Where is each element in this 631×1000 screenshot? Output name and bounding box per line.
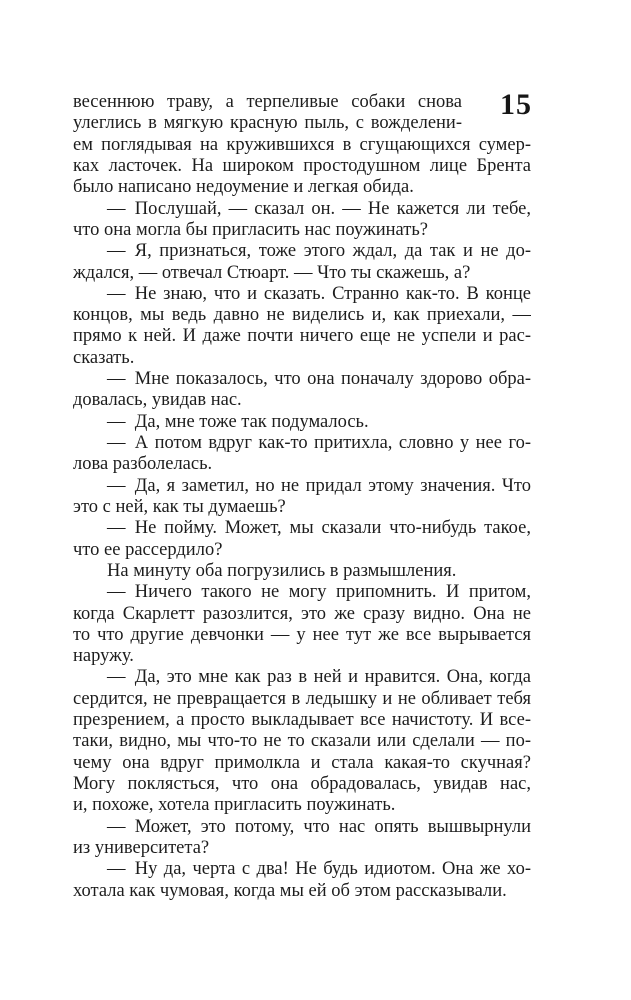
text-line: — А потом вдруг как-то притихла, словно у нее го-	[107, 433, 531, 453]
text-line: то что другие девчонки — у нее тут же все вырывается	[73, 624, 531, 645]
text-line: Могу поклясться, что она обрадовалась, увидав нас,	[73, 774, 531, 794]
text-line: концов, мы ведь давно не виделись и, как приехали, —	[73, 305, 531, 326]
text-line: ждался, — отвечал Стюарт. — Что ты скажешь, а?	[73, 262, 471, 283]
text-line: ках ласточек. На широком простодушном лице Брента	[73, 155, 531, 176]
text-line: — Ничего такого не могу припомнить. И притом,	[107, 582, 531, 603]
text-line: презрением, а просто выкладывает все начистоту. И все-	[73, 710, 531, 731]
text-line: лова разболелась.	[73, 454, 213, 475]
text-line: сказать.	[73, 347, 135, 368]
text-line: — Не пойму. Может, мы сказали что-нибудь такое,	[107, 518, 531, 539]
text-line: — Мне показалось, что она поначалу здорово обра-	[107, 369, 531, 390]
text-line: когда Скарлетт разозлится, это же сразу видно. Она не	[73, 603, 531, 624]
text-line: — Я, признаться, тоже этого ждал, да так и не до-	[107, 241, 531, 262]
text-line: — Может, это потому, что нас опять вышвырнули	[107, 816, 531, 837]
text-line: прямо к ней. И даже почти ничего еще не успели и рас-	[73, 326, 531, 347]
text-line: сердится, не превращается в ледышку и не обливает тебя	[73, 688, 531, 709]
text-line: что она могла бы пригласить нас поужинать?	[73, 219, 428, 240]
text-line: довалась, увидав нас.	[73, 390, 242, 411]
text-line: — Не знаю, что и сказать. Странно как-то. В конце	[107, 283, 531, 304]
text-line: На минуту оба погрузились в размышления.	[107, 560, 457, 581]
text-line: наружу.	[73, 646, 134, 667]
text-line: улеглись в мягкую красную пыль, с вожделени-	[73, 113, 462, 134]
text-line: — Ну да, черта с два! Не будь идиотом. Она же хо-	[107, 859, 531, 880]
text-line: — Послушай, — сказал он. — Не кажется ли тебе,	[107, 198, 531, 219]
page-text-block	[73, 92, 531, 902]
text-line: из университета?	[73, 837, 210, 858]
text-line: чему она вдруг примолкла и стала какая-то скучная?	[73, 752, 531, 773]
text-line: что ее рассердило?	[73, 539, 223, 560]
text-line: — Да, мне тоже так подумалось.	[107, 411, 369, 432]
text-line: это с ней, как ты думаешь?	[73, 496, 286, 517]
text-line: хотала как чумовая, когда мы ей об этом рассказывали.	[73, 880, 507, 901]
text-line: — Да, я заметил, но не придал этому значения. Что	[107, 475, 531, 496]
text-line: таки, видно, мы что-то не то сказали или сделали — по-	[73, 731, 531, 752]
text-line: и, похоже, хотела пригласить поужинать.	[73, 795, 396, 816]
page-number: 15	[500, 88, 532, 121]
text-line: было написано недоумение и легкая обида.	[73, 177, 414, 198]
text-line: — Да, это мне как раз в ней и нравится. Она, когда	[107, 667, 531, 688]
text-line: ем поглядывая на кружившихся в сгущающихся сумер-	[73, 134, 531, 155]
text-line: весеннюю траву, а терпеливые собаки снова	[73, 92, 462, 112]
